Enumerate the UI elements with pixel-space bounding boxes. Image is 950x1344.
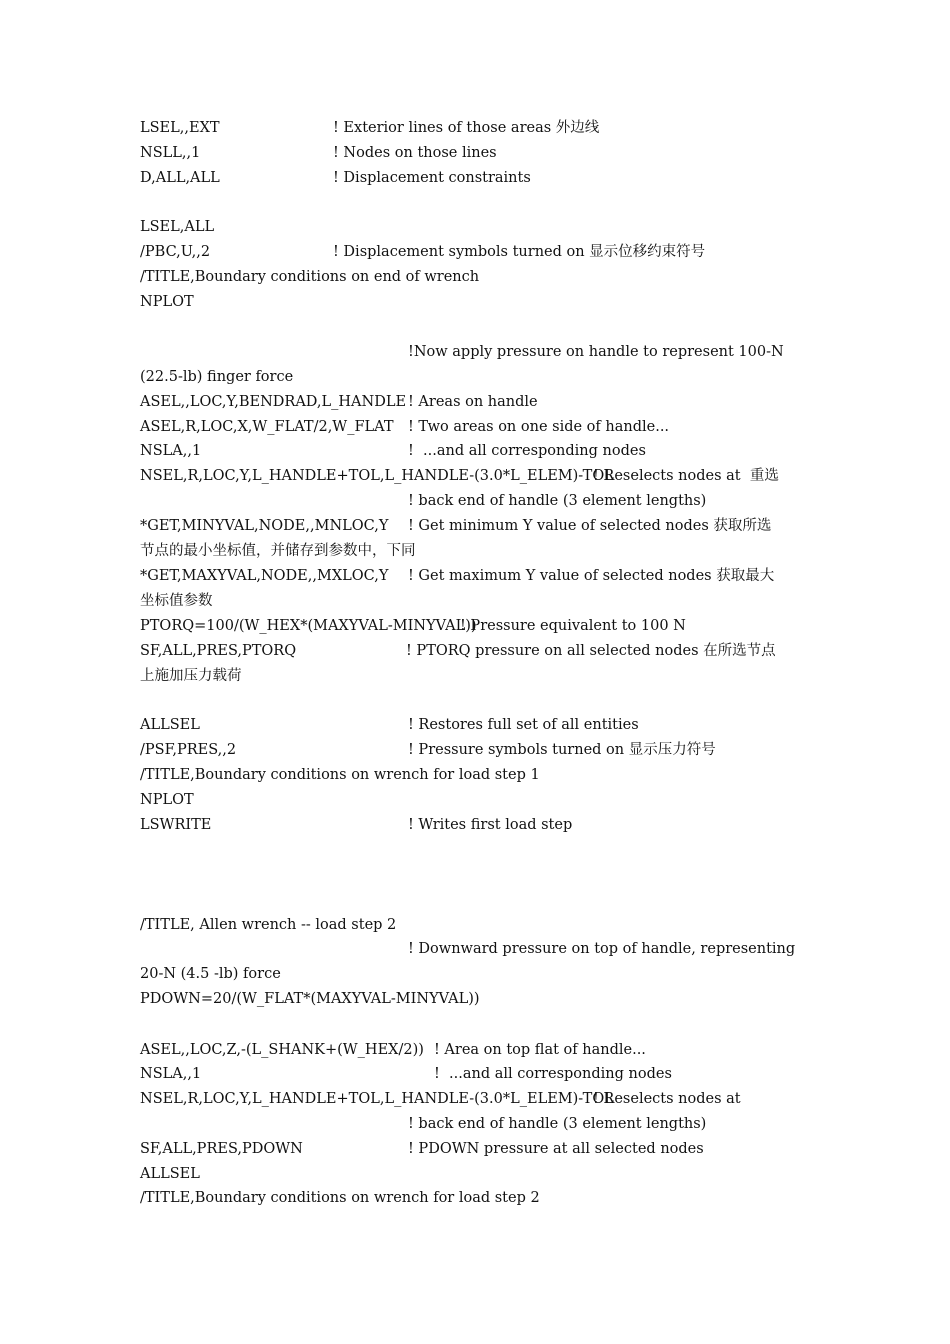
- code-comment: ! PDOWN pressure at all selected nodes: [408, 1141, 704, 1157]
- code-line: [140, 641, 776, 661]
- code-command: 20-N (4.5 -lb) force: [140, 966, 281, 982]
- code-command: PDOWN=20/(W_FLAT*(MAXYVAL-MINYVAL)): [140, 991, 480, 1007]
- code-comment: ! Get minimum Y value of selected nodes 获取所选: [408, 518, 772, 534]
- code-line: [140, 1188, 540, 1208]
- code-command: SF,ALL,PRES,PDOWN: [140, 1141, 303, 1157]
- code-comment: ! Nodes on those lines: [333, 145, 497, 161]
- code-line: [140, 939, 796, 959]
- code-command: 坐标值参数: [140, 593, 213, 609]
- code-comment: ! Two areas on one side of handle...: [408, 419, 670, 435]
- code-comment: ! Pressure equivalent to 100 N: [460, 618, 686, 634]
- code-comment: ! Downward pressure on top of handle, representing: [408, 941, 796, 957]
- code-command: ASEL,R,LOC,X,W_FLAT/2,W_FLAT: [140, 419, 394, 435]
- code-command: /PSF,PRES,,2: [140, 742, 237, 758]
- code-line: [140, 715, 639, 735]
- code-comment: ! Restores full set of all entities: [408, 717, 639, 733]
- code-comment: ! ...and all corresponding nodes: [434, 1066, 672, 1082]
- code-command: NPLOT: [140, 792, 194, 808]
- code-line: [140, 566, 775, 586]
- code-line: [140, 242, 706, 262]
- code-command: /PBC,U,,2: [140, 244, 211, 260]
- code-line: [140, 1064, 672, 1084]
- code-line: [140, 666, 242, 686]
- code-comment: ! Displacement constraints: [333, 170, 531, 186]
- code-command: /TITLE, Allen wrench -- load step 2: [140, 917, 397, 933]
- code-line: [140, 541, 416, 561]
- code-command: NSLA,,1: [140, 1066, 202, 1082]
- code-line: [140, 616, 686, 636]
- code-line: [140, 989, 480, 1009]
- code-line: [140, 765, 540, 785]
- code-comment: ! Displacement symbols turned on 显示位移约束符号: [333, 244, 706, 260]
- code-line: [140, 1114, 707, 1134]
- code-line: [140, 392, 538, 412]
- code-comment: ! back end of handle (3 element lengths): [408, 1116, 707, 1132]
- code-command: ASEL,,LOC,Z,-(L_SHANK+(W_HEX/2)): [140, 1042, 424, 1058]
- code-line: [140, 292, 194, 312]
- code-comment: ! Writes first load step: [408, 817, 573, 833]
- code-command: D,ALL,ALL: [140, 170, 220, 186]
- code-line: [140, 1139, 704, 1159]
- code-line: [140, 118, 600, 138]
- code-command: NSLA,,1: [140, 443, 202, 459]
- code-line: [140, 217, 215, 237]
- code-comment: !Now apply pressure on handle to represent 100-N: [408, 344, 784, 360]
- code-command: ALLSEL: [140, 1166, 200, 1182]
- code-command: SF,ALL,PRES,PTORQ: [140, 643, 297, 659]
- code-command: NPLOT: [140, 294, 194, 310]
- code-comment: ! back end of handle (3 element lengths): [408, 493, 707, 509]
- code-command: *GET,MAXYVAL,NODE,,MXLOC,Y: [140, 568, 389, 584]
- code-comment: ! Reselects nodes at: [593, 1091, 741, 1107]
- code-line: [140, 491, 707, 511]
- code-comment: ! Pressure symbols turned on 显示压力符号: [408, 742, 716, 758]
- code-line: [140, 267, 480, 287]
- code-line: [140, 964, 281, 984]
- code-command: NSEL,R,LOC,Y,L_HANDLE+TOL,L_HANDLE-(3.0*L_ELEM)-TOL: [140, 468, 614, 484]
- code-line: [140, 466, 779, 486]
- code-line: [140, 790, 194, 810]
- code-line: [140, 915, 397, 935]
- code-command: 节点的最小坐标值，并储存到参数中，下同: [140, 543, 416, 559]
- code-command: /TITLE,Boundary conditions on wrench for load step 1: [140, 767, 540, 783]
- code-line: [140, 740, 716, 760]
- code-line: [140, 441, 646, 461]
- code-line: [140, 516, 772, 536]
- code-line: [140, 1089, 741, 1109]
- code-line: [140, 168, 531, 188]
- code-line: [140, 143, 497, 163]
- code-line: [140, 417, 670, 437]
- code-line: [140, 1164, 200, 1184]
- code-command: ALLSEL: [140, 717, 200, 733]
- code-command: LSWRITE: [140, 817, 212, 833]
- code-command: ASEL,,LOC,Y,BENDRAD,L_HANDLE: [140, 394, 407, 410]
- code-comment: ! ...and all corresponding nodes: [408, 443, 646, 459]
- code-comment: ! Exterior lines of those areas 外边线: [333, 120, 600, 136]
- code-command: 上施加压力载荷: [140, 668, 242, 684]
- code-command: /TITLE,Boundary conditions on wrench for load step 2: [140, 1190, 540, 1206]
- code-comment: ! Reselects nodes at 重选: [593, 468, 779, 484]
- code-comment: ! Areas on handle: [408, 394, 538, 410]
- code-line: [140, 591, 213, 611]
- code-command: LSEL,,EXT: [140, 120, 220, 136]
- code-comment: ! Area on top flat of handle...: [434, 1042, 646, 1058]
- code-command: *GET,MINYVAL,NODE,,MNLOC,Y: [140, 518, 389, 534]
- code-comment: ! Get maximum Y value of selected nodes 获取最大: [408, 568, 775, 584]
- code-line: [140, 367, 294, 387]
- code-command: NSEL,R,LOC,Y,L_HANDLE+TOL,L_HANDLE-(3.0*L_ELEM)-TOL: [140, 1091, 614, 1107]
- code-command: NSLL,,1: [140, 145, 201, 161]
- code-line: [140, 1040, 646, 1060]
- code-line: [140, 342, 784, 362]
- code-command: LSEL,ALL: [140, 219, 215, 235]
- code-command: /TITLE,Boundary conditions on end of wrench: [140, 269, 480, 285]
- code-comment: ! PTORQ pressure on all selected nodes 在所选节点: [406, 643, 776, 659]
- code-line: [140, 815, 573, 835]
- code-command: (22.5-lb) finger force: [140, 369, 294, 385]
- code-command: PTORQ=100/(W_HEX*(MAXYVAL-MINYVAL)): [140, 618, 477, 634]
